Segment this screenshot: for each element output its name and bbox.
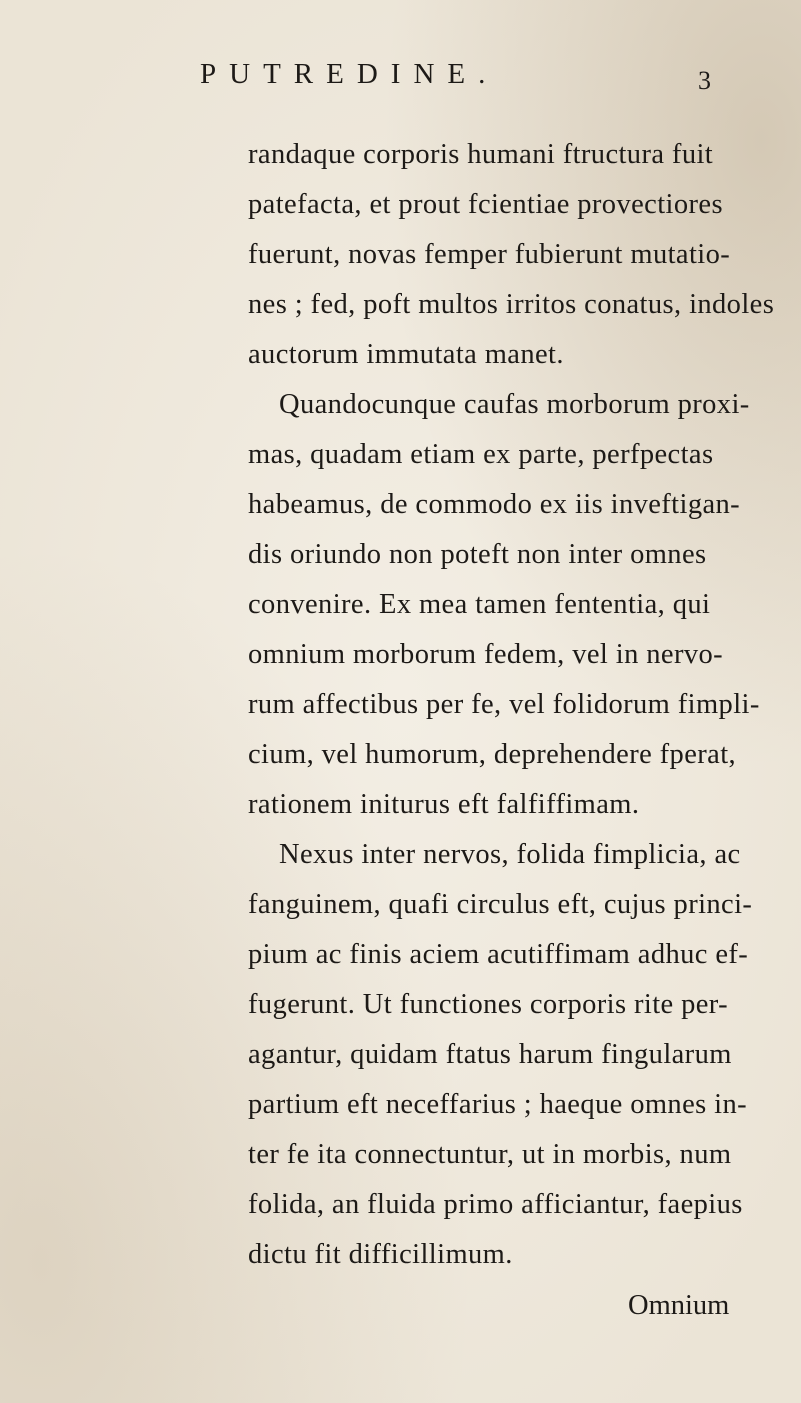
text-line: rationem initurus eft falfiffimam. [248,789,640,820]
text-line: omnium morborum fedem, vel in nervo- [248,639,724,670]
text-line: ter fe ita connectuntur, ut in morbis, num [248,1139,732,1170]
text-line: fugerunt. Ut functiones corporis rite per- [248,989,728,1020]
page-number: 3 [698,66,711,95]
text-line: fanguinem, quafi circulus eft, cujus princi- [248,889,753,920]
running-head: PUTREDINE. [200,58,499,90]
text-line: nes ; fed, poft multos irritos conatus, indoles [248,289,775,320]
text-line: rum affectibus per fe, vel folidorum fimpli- [248,689,760,720]
paragraph-start-line: Nexus inter nervos, folida fimplicia, ac [279,839,741,870]
text-line: mas, quadam etiam ex parte, perfpectas [248,439,714,470]
text-line: auctorum immutata manet. [248,339,564,370]
text-line: partium eft neceffarius ; haeque omnes in- [248,1089,748,1120]
text-line: convenire. Ex mea tamen fententia, qui [248,589,711,620]
text-line: pium ac finis aciem acutiffimam adhuc ef- [248,939,749,970]
text-line: cium, vel humorum, deprehendere fperat, [248,739,737,770]
text-line: habeamus, de commodo ex iis inveftigan- [248,489,741,520]
text-line: agantur, quidam ftatus harum fingularum [248,1039,732,1070]
catchword: Omnium [628,1290,730,1321]
text-line: fuerunt, novas femper fubierunt mutatio- [248,239,731,270]
paragraph-start-line: Quandocunque caufas morborum proxi- [279,389,750,420]
text-line: folida, an fluida primo afficiantur, faepius [248,1189,743,1220]
text-line: dictu fit difficillimum. [248,1239,513,1270]
text-line: randaque corporis humani ftructura fuit [248,139,714,170]
text-line: dis oriundo non poteft non inter omnes [248,539,707,570]
text-line: patefacta, et prout fcientiae provectiores [248,189,723,220]
